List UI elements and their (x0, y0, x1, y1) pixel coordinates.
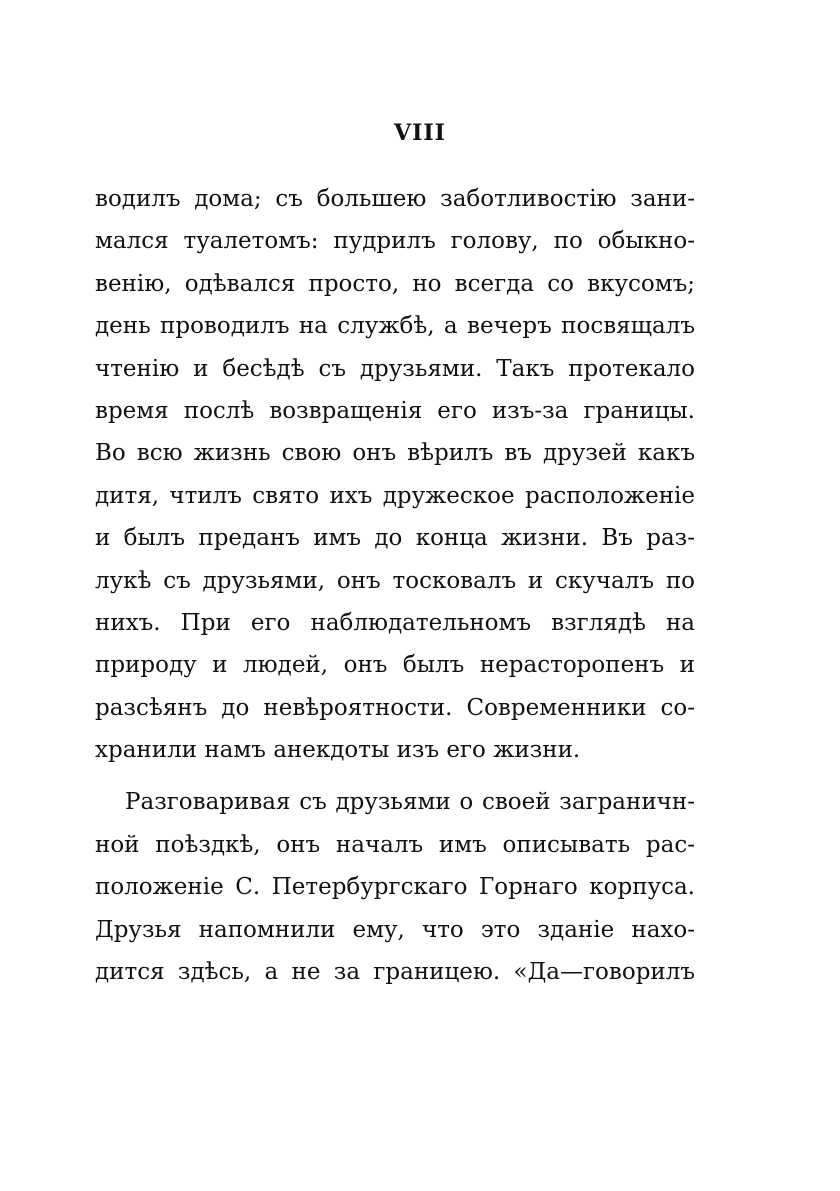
text-line: мался туалетомъ: пудрилъ голову, по обыкно- (95, 228, 695, 255)
text-line: время послѣ возвращенія его изъ-за границы. (95, 397, 695, 424)
text-line: чтенію и бесѣдѣ съ друзьями. Такъ протекало (95, 355, 695, 382)
text-line: венію, одѣвался просто, но всегда со вкусомъ; (95, 270, 695, 297)
text-line: и былъ преданъ имъ до конца жизни. Въ раз- (95, 525, 695, 552)
text-line: дитя, чтилъ свято ихъ дружеское расположеніе (95, 482, 695, 509)
text-line: хранили намъ анекдоты изъ его жизни. (95, 737, 581, 764)
text-line: дится здѣсь, а не за границею. «Да—говорилъ (95, 959, 695, 986)
text-line: положеніе С. Петербургскаго Горнаго корпуса. (95, 874, 695, 901)
text-line: разсѣянъ до невѣроятности. Современники со- (95, 694, 695, 721)
text-line: лукѣ съ друзьями, онъ тосковалъ и скучалъ по (95, 567, 695, 594)
text-line: водилъ дома; съ большею заботливостію зани- (95, 186, 695, 212)
text-line: нихъ. При его наблюдательномъ взглядѣ на (95, 609, 695, 636)
paragraph-break (95, 771, 695, 781)
text-line: природу и людей, онъ былъ нерасторопенъ и (95, 652, 695, 679)
text-line: Разговаривая съ друзьями о своей заграничн- (125, 789, 695, 816)
text-line: Во всю жизнь свою онъ вѣрилъ въ друзей какъ (95, 440, 695, 467)
body-text (95, 178, 695, 993)
paragraph-1 (95, 178, 695, 771)
text-line: день проводилъ на службѣ, а вечеръ посвящалъ (95, 313, 695, 340)
page-number: VIII (394, 120, 446, 146)
text-line: Друзья напомнили ему, что это зданіе нахо- (95, 916, 695, 943)
text-line: ной поѣздкѣ, онъ началъ имъ описывать рас- (95, 831, 695, 858)
paragraph-2 (95, 781, 695, 993)
